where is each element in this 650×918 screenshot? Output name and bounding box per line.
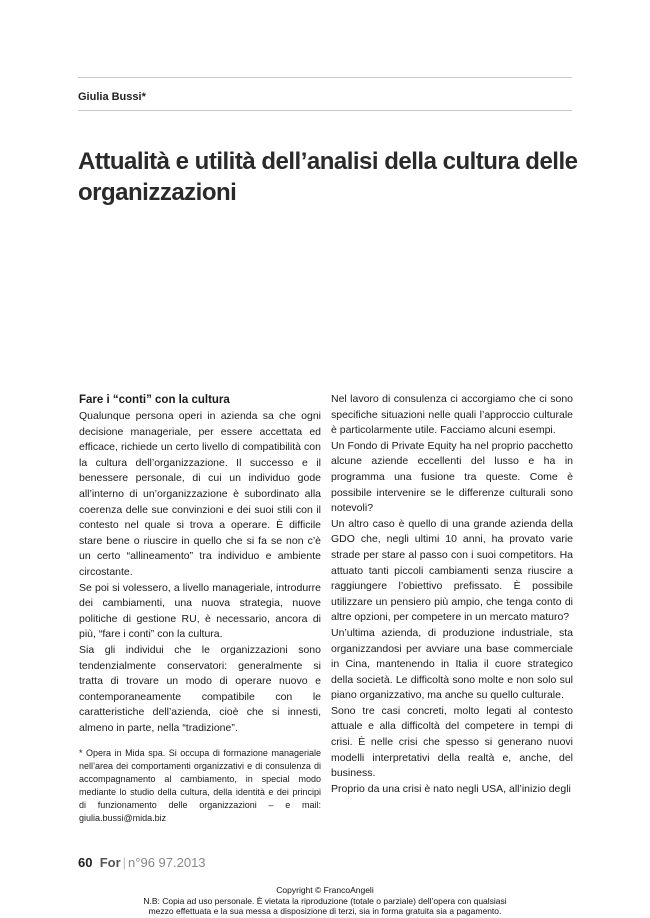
- body-paragraph: Proprio da una crisi è nato negli USA, all’inizio degli: [331, 782, 571, 795]
- body-paragraph: Sia gli individui che le organizzazioni sono tendenzialmente conservatori: generalmente si tratta di trovare un modo di operare nuovo e contemporaneamente compatibile con le caratteristiche dell’azienda, cioè che si innesti, almeno in parte, nella “tradizione”.: [79, 643, 321, 734]
- body-paragraph: Sono tre casi concreti, molto legati al contesto attuale e alla difficoltà del competere in tempi di crisi. È nelle crisi che spesso si generano nuovi modelli interpretativi della realtà e, anche, del business.: [331, 704, 573, 780]
- copyright-notice-line: mezzo effettuata e la sua messa a disposizione di terzi, sia in forma gratuita sia a pagamento.: [148, 906, 502, 916]
- magazine-name: For: [99, 855, 121, 870]
- article-title: Attualità e utilità dell’analisi della cultura delle organizzazioni: [78, 148, 578, 206]
- body-paragraph: Un’ultima azienda, di produzione industriale, sta organizzandosi per avviare una base commerciale in Cina, mantenendo in Italia il cuore strategico della società. Le difficoltà sono molte e non solo sul piano organizzativo, ma anche su quello culturale.: [331, 626, 573, 702]
- body-paragraph: Se poi si volessero, a livello manageriale, introdurre dei cambiamenti, una nuova strategia, nuove politiche di gestione RU, è necessario, ancora di più, “fare i conti” con la cultura.: [79, 581, 321, 641]
- author-name: Giulia Bussi*: [78, 91, 146, 103]
- author-footnote: * Opera in Mida spa. Si occupa di formazione manageriale nell’area dei comportamenti organizzativi e di consulenza di accompagnamento al cambiamento, in special modo mediante lo studio della cultura, della identità e dei principi di funzionamento delle organizzazioni – e mail: giulia.bussi@mida.biz: [79, 748, 321, 824]
- footer-separator: |: [122, 855, 127, 870]
- body-paragraph: Qualunque persona operi in azienda sa che ogni decisione manageriale, per essere accettata ed efficace, richiede un certo livello di compatibilità con la cultura dell’organizzazione. Il successo e il benessere personale, di cui un individuo gode all’interno di un’organizzazione è subordinato alla coerenza delle sue convinzioni e dei suoi stili con il contesto nel quale si trova a operare. È difficile stare bene o riuscire in quello che si fa se non c’è un certo “allineamento” tra individuo e ambiente circostante.: [79, 410, 321, 578]
- right-column: [331, 392, 573, 797]
- body-paragraph: Un Fondo di Private Equity ha nel proprio pacchetto alcune aziende eccellenti del lusso e ha in programma una fusione tra queste. Come è possibile intervenire se le differenze culturali sono notevoli?: [331, 439, 573, 515]
- body-paragraph: Nel lavoro di consulenza ci accorgiamo che ci sono specifiche situazioni nelle quali l’approccio culturale è particolarmente utile. Facciamo alcuni esempi.: [331, 393, 573, 437]
- copyright-line: Copyright © FrancoAngeli: [276, 885, 374, 895]
- copyright-notice-line: N.B: Copia ad uso personale. È vietata la riproduzione (totale o parziale) dell’opera con qualsiasi: [143, 896, 507, 906]
- issue-number: n°96 97.2013: [128, 855, 206, 870]
- body-paragraph: Un altro caso è quello di una grande azienda della GDO che, negli ultimi 10 anni, ha provato varie strade per stare al passo con i suoi competitors. Ha attuato tanti piccoli cambiamenti senza riuscire a raggiungere l’obiettivo prefissato. È possibile utilizzare un pensiero più ampio, che tenga conto di altre opzioni, per competere in un mercato maturo?: [331, 517, 573, 624]
- page-footer: [78, 855, 206, 870]
- top-rule: [78, 77, 572, 78]
- author-rule: [78, 110, 572, 111]
- section-heading: Fare i “conti” con la cultura: [79, 394, 230, 406]
- left-column: [79, 393, 321, 825]
- page-number: 60: [78, 855, 93, 870]
